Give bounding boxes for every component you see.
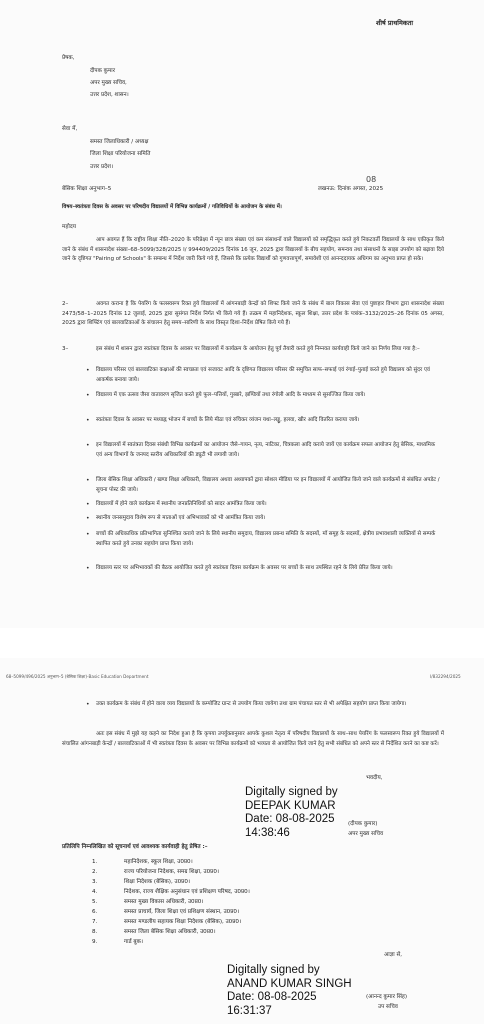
list-item: • विद्यालय में एक उत्सव जैसा वातावरण सृजित करते हुये फूल–पत्तियों, गुब्बारे, झण्डियों तथा रंगोली आदि के माध्यम से सुसज्जित किया जाये।	[86, 392, 366, 399]
subject: विषय–स्वतंत्रता दिवस के अवसर पर परिषदीय विद्यालयों में विभिन्न कार्यक्रमों / गतिविधियों के आयोजन के संबंध में।	[62, 204, 282, 210]
list-item: • विद्यालयों में होने वाले कार्यक्रम में स्थानीय जनप्रतिनिधियों को सादर आमंत्रित किया जाये।	[86, 501, 267, 508]
list-item: • इन विद्यालयों में स्वतंत्रता दिवस संबंधी विभिन्न कार्यक्रमों का आयोजन जैसे–गायन, नृत्य, नाटिका, चित्रकला आदि कराये जायें एव कार्यक्रम सफल आयोजन हेतु बेसिक, माध्यमिक एवं अन्य विभागों के जनपद स्तरीय अधिकारियों की ड्यूटी भी लगायी जाये।	[86, 442, 436, 458]
list-item: • विद्यालय परिसर एवं बालवाटिका कक्षाओं की स्वच्छता एवं सजावट आदि के दृष्टिगत विद्यालय परिसर की समुचित साफ–सफाई एवं रंगाई–पुताई करते हुये विद्यालय को सुंदर एवं आकर्षक बनाया जाये।	[86, 367, 430, 383]
copy-item: 5. समस्त मुख्य विकास अधिकारी, उ0प्र0।	[92, 899, 204, 905]
paragraph-3: इस संबंध में शासन द्वारा स्वतंत्रता दिवस के अवसर पर विद्यालयों में कार्यक्रम के आयोजन हेतु पूर्व तैयारी करते हुये निम्नवत कार्यवाही किये जाने का निर्णय लिया गया है:–	[96, 346, 420, 352]
document-page-2	[0, 658, 484, 1024]
signatory-2-designation: उप सचिव	[378, 1004, 398, 1010]
recipient-label: सेवा में,	[62, 126, 78, 132]
closing-paragraph: अतः इस संबंध में मुझे यह कहने का निदेश हुआ है कि कृपया उपर्युक्तानुसार आपके कुशल नेतृत्व में परिषदीय विद्यालयों के साथ–साथ पेयरिंग के फलस्वरूप रिक्त हुये विद्यालयों में संचालित आंगनबाड़ी केन्द्रों / बालवाटिकाओं में भी स्वतंत्रता दिवस के अवसर पर विभिन्न कार्यक्रमों को भव्यता से आयोजित किये जाने हेतु सभी संबंधित को अपने स्तर से निर्देशित करने का कष्ट करें।	[62, 731, 444, 747]
list-item: • स्वतंत्रता दिवस के अवसर पर मध्याह्न भोजन में बच्चों के लिये मीठा एवं रुचिकर व्यंजन यथा–लड्डू, हलवा, खीर आदि वितरित कराया जाये।	[86, 417, 360, 424]
list-item: • बच्चों की अधिकाधिक प्रतिभागिता सुनिश्चित कराये जाने के लिये स्थानीय समुदाय, विद्यालय प्रबन्ध समिति के सदस्यों, माँ समूह के सदस्यों, क्षेत्रीय प्रभावशाली व्यक्तियों से सम्पर्क स्थापित करते हुये उनका सहयोग प्राप्त किया जाये।	[86, 531, 436, 547]
page-footer-right: I/832294/2025	[430, 674, 461, 679]
copy-item: 8. समस्त जिला बेसिक शिक्षा अधिकारी, उ0प्र0।	[92, 929, 216, 935]
copy-heading: प्रतिलिपि निम्नलिखित को सूचनार्थ एवं आवश्यक कार्यवाही हेतु प्रेषित :–	[62, 844, 208, 850]
recipient-line: जिला शिक्षा परियोजना समिति	[90, 151, 151, 157]
copy-item: 1. महानिदेशक, स्कूल शिक्षा, उ0प्र0।	[92, 859, 193, 865]
sender-line: अपर मुख्य सचिव,	[90, 80, 127, 86]
paragraph-3-number: 3–	[62, 346, 69, 352]
copy-item: 6. समस्त प्राचार्य, जिला शिक्षा एवं प्रशिक्षण संस्थान, उ0प्र0।	[92, 909, 240, 915]
copy-item: 4. निदेशक, राज्य शैक्षिक अनुसंधान एवं प्रशिक्षण परिषद, उ0प्र0।	[92, 889, 250, 895]
sender-label: प्रेषक,	[62, 55, 75, 61]
paragraph-2-number: 2–	[62, 301, 69, 307]
list-item: • स्थानीय जनसमुदाय विशेष रूप से माताओं एवं अभिभावकों को भी आमंत्रित किया जाये।	[86, 515, 266, 522]
list-item: • विद्यालय स्तर पर अभिभावकों की बैठक आयोजित करते हुये स्वतंत्रता दिवस कार्यक्रम के अवसर पर बच्चों के साथ उपस्थित रहने के लिये प्रेरित किया जाये।	[86, 565, 393, 572]
copy-item: 9. गार्ड बुक।	[92, 939, 143, 945]
digital-signature-2	[227, 964, 352, 1018]
signature-text: Date: 08-08-2025	[227, 991, 317, 1003]
list-item: • उक्त कार्यक्रम के संबंध में होने वाला व्यय विद्यालयों के कम्पोजिट ग्रान्ट से उपयोग किया जायेगा तथा ग्राम पंचायत स्तर से भी अपेक्षित सहयोग प्राप्त किया जायेगा।	[86, 701, 407, 708]
list-item: • जिला बेसिक शिक्षा अधिकारी / खण्ड शिक्षा अधिकारी, विद्यालय अथवा अध्यापकों द्वारा सोशल मीडिया पर इन विद्यालयों में आयोजित किये जाने वाले कार्यक्रमों से संबंधित अपडेट / सूचना पोस्ट की जाये।	[86, 477, 440, 493]
date-line: लखनऊ: दिनांक अगस्त, 2025	[318, 186, 384, 192]
section-label: बेसिक शिक्षा अनुभाग–5	[62, 186, 112, 192]
date-day-handwritten: 08	[366, 175, 377, 184]
signature-text: Date: 08-08-2025	[245, 813, 335, 825]
salutation: महोदय	[62, 224, 76, 230]
recipient-line: उत्तर प्रदेश।	[90, 164, 114, 170]
paragraph-1: आप अवगत हैं कि राष्ट्रीय शिक्षा नीति–2020 के परिप्रेक्ष्य में न्यून छात्र संख्या एवं कम संसाधनों वाले विद्यालयों को समृद्धिकृत करते हुये निकटवर्ती विद्यालयों के साथ एकीकृत किये जाने के संबंध में शासनादेश संख्या–68–5099/328/2025 I/ 994409/2025 दिनांक 16 जून, 2025 द्वारा विद्यालयों के बीच सहयोग, समन्वय तथा संसाधनों के साझा उपयोग को बढ़ावा दिये जाने के दृष्टिगत "Pairing of Schools" के सम्बन्ध में निर्देश जारी किये गये हैं, जिससे कि प्रत्येक विद्यार्थी को गुणवत्तापूर्ण, समावेशी एवं आनन्ददायक अधिगम का अनुभव प्राप्त हो सके।	[62, 237, 444, 263]
recipient-line: समस्त जिलाधिकारी / अध्यक्ष	[90, 139, 149, 145]
regards: भवदीय,	[366, 775, 383, 781]
signature-text: ANAND KUMAR SINGH	[227, 977, 352, 990]
copy-item: 3. शिक्षा निदेशक (बेसिक), उ0प्र0।	[92, 879, 191, 885]
page-footer-left: 68–5099/496/2025 अनुभाग–5 (बेसिक शिक्षा)-Basic Education Department	[6, 674, 149, 679]
copy-item: 2. राज्य परियोजना निदेशक, समग्र शिक्षा, उ0प्र0।	[92, 869, 220, 875]
priority-header: शीर्ष प्राथमिकता	[376, 19, 413, 27]
signature-text: 14:38:46	[245, 826, 290, 839]
signature-text: Digitally signed by	[227, 964, 320, 976]
copy-item: 7. समस्त मण्डलीय सहायक शिक्षा निदेशक (बेसिक), उ0प्र0।	[92, 919, 242, 925]
order-label: आज्ञा से,	[384, 952, 403, 958]
signature-text: DEEPAK KUMAR	[245, 799, 336, 812]
signatory-1-designation: अपर मुख्य सचिव	[348, 831, 384, 837]
sender-line: दीपक कुमार	[90, 68, 116, 74]
sender-line: उत्तर प्रदेश, शासन।	[90, 92, 129, 98]
paragraph-2: अवगत कराना है कि पेयरिंग के फलस्वरूप रिक्त हुये विद्यालयों में आंगनबाड़ी केन्द्रों को शिफ्ट किये जाने के संबंध में बाल विकास सेवा एवं पुष्टाहार विभाग द्वारा शासनादेश संख्या 2473/58–1–2025 दिनांक 12 जुलाई, 2025 द्वारा सुसंगत निर्देश निर्गत भी किये गये हैं। तत्क्रम में महानिदेशक, स्कूल शिक्षा, उत्तर प्रदेश के पत्रांक–3132/2025–26 दिनांक 05 अगस्त, 2025 द्वारा शिफ्टिंग एवं बालवाटिकाओं के संचालन हेतु समय–सारिणी के साथ विस्तृत दिशा–निर्देश प्रेषित किये गये हैं।	[62, 301, 444, 327]
signatory-1-name: (दीपक कुमार)	[348, 821, 378, 827]
signature-text: Digitally signed by	[245, 786, 338, 798]
signatory-2-name: (आनन्द कुमार सिंह)	[366, 994, 408, 1000]
digital-signature-1	[245, 786, 338, 840]
page-gap	[0, 628, 484, 658]
signature-text: 16:31:37	[227, 1004, 272, 1017]
